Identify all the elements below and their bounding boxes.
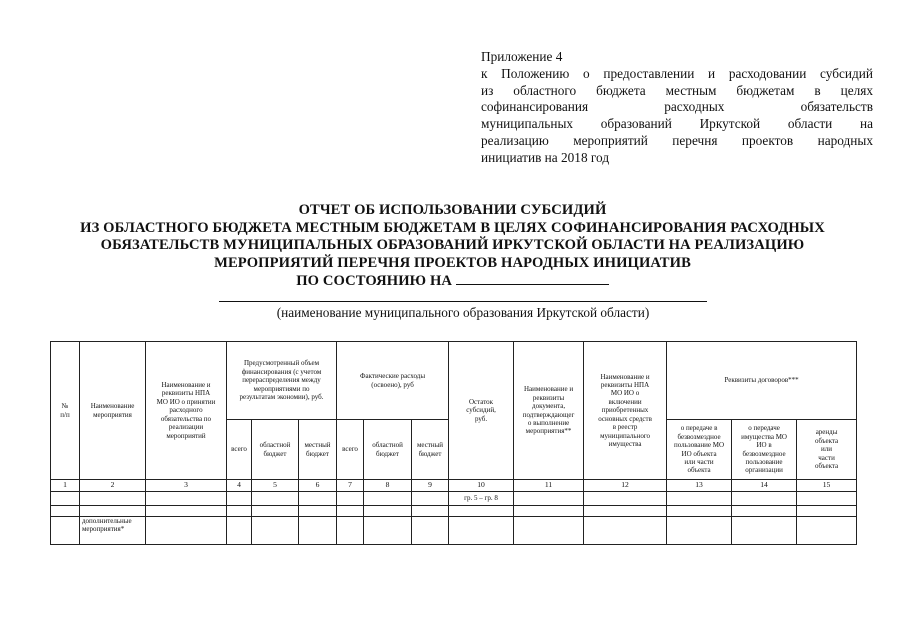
appendix-header (481, 49, 873, 167)
column-number: 13 (667, 480, 732, 492)
table-cell[interactable] (252, 517, 299, 545)
table-cell[interactable] (732, 492, 797, 506)
table-cell[interactable] (797, 517, 857, 545)
table-cell[interactable] (51, 517, 80, 545)
report-title-line: ИЗ ОБЛАСТНОГО БЮДЖЕТА МЕСТНЫМ БЮДЖЕТАМ В ЦЕЛЯХ СОФИНАНСИРОВАНИЯ РАСХОДНЫХ (80, 219, 825, 236)
table-cell[interactable] (227, 517, 252, 545)
report-date-label: ПО СОСТОЯНИЮ НА (296, 273, 453, 290)
column-number: 14 (732, 480, 797, 492)
appendix-text-line: реализацию мероприятий перечня проектов народных (481, 132, 873, 148)
table-cell[interactable] (412, 517, 449, 545)
table-cell[interactable] (51, 506, 80, 517)
column-number: 11 (514, 480, 584, 492)
col-header-npa: Наименование и реквизиты НПА МО ИО о принятии расходного обязательства по реализации мероприятий (146, 342, 227, 480)
subheader-actual-regional: областной бюджет (364, 420, 412, 480)
report-title-line: ОБЯЗАТЕЛЬСТВ МУНИЦИПАЛЬНЫХ ОБРАЗОВАНИЙ ИРКУТСКОЙ ОБЛАСТИ НА РЕАЛИЗАЦИЮ (100, 237, 805, 254)
table-cell[interactable] (514, 517, 584, 545)
column-number: 2 (80, 480, 146, 492)
table-cell[interactable] (299, 492, 337, 506)
table-cell[interactable] (299, 517, 337, 545)
report-date-line (40, 272, 865, 291)
subheader-planned-local: местный бюджет (299, 420, 337, 480)
column-number: 15 (797, 480, 857, 492)
table-cell[interactable] (252, 492, 299, 506)
col-header-planned: Предусмотренный объем финансирования (с учетом перераспределения между мероприятиями по результатам экономии), руб. (227, 342, 337, 420)
column-number: 10 (449, 480, 514, 492)
column-number: 8 (364, 480, 412, 492)
col-header-contracts: Реквизиты договоров*** (667, 342, 857, 420)
table-cell[interactable] (584, 506, 667, 517)
mo-name-caption: (наименование муниципального образования Иркутской области) (276, 305, 650, 320)
table-cell[interactable] (337, 492, 364, 506)
table-cell[interactable] (667, 492, 732, 506)
table-cell[interactable] (667, 506, 732, 517)
table-cell[interactable] (80, 506, 146, 517)
subheader-planned-regional: областной бюджет (252, 420, 299, 480)
column-number: 5 (252, 480, 299, 492)
column-number: 6 (299, 480, 337, 492)
subheader-actual-local: местный бюджет (412, 420, 449, 480)
report-date-blank (456, 272, 609, 285)
column-number: 4 (227, 480, 252, 492)
column-number: 9 (412, 480, 449, 492)
appendix-text-line: к Положению о предоставлении и расходовании субсидий (481, 65, 873, 81)
subheader-planned-total: всего (227, 420, 252, 480)
remainder-formula-cell: гр. 5 – гр. 8 (449, 492, 514, 506)
table-cell[interactable] (449, 506, 514, 517)
table-cell[interactable] (146, 517, 227, 545)
table-cell[interactable] (364, 517, 412, 545)
table-cell[interactable] (449, 517, 514, 545)
mo-name-blank (219, 301, 707, 302)
table-cell[interactable] (514, 506, 584, 517)
table-cell[interactable] (584, 517, 667, 545)
table-cell[interactable] (514, 492, 584, 506)
table-cell[interactable] (227, 506, 252, 517)
table-cell[interactable] (412, 506, 449, 517)
table-cell[interactable] (337, 517, 364, 545)
column-number: 1 (51, 480, 80, 492)
table-cell[interactable] (364, 492, 412, 506)
table-cell[interactable] (667, 517, 732, 545)
table-cell[interactable] (584, 492, 667, 506)
report-table (50, 341, 857, 545)
additional-events-label: дополнительные мероприятия* (80, 517, 146, 545)
table-cell[interactable] (299, 506, 337, 517)
table-cell[interactable] (364, 506, 412, 517)
table-cell[interactable] (732, 506, 797, 517)
table-cell[interactable] (797, 506, 857, 517)
report-title (40, 202, 865, 291)
table-cell[interactable] (80, 492, 146, 506)
table-cell[interactable] (412, 492, 449, 506)
appendix-text-line: инициатив на 2018 год (481, 149, 610, 165)
column-number: 12 (584, 480, 667, 492)
col-header-remainder: Остаток субсидий, руб. (449, 342, 514, 480)
header-row (51, 342, 857, 420)
additional-events-row (51, 517, 857, 545)
table-cell[interactable] (337, 506, 364, 517)
table-row (51, 492, 857, 506)
column-number: 3 (146, 480, 227, 492)
report-title-line: ОТЧЕТ ОБ ИСПОЛЬЗОВАНИИ СУБСИДИЙ (298, 202, 607, 218)
table-cell[interactable] (51, 492, 80, 506)
table-cell[interactable] (146, 506, 227, 517)
column-number-row (51, 480, 857, 492)
appendix-text-line: софинансирования расходных обязательств (481, 99, 873, 115)
table-cell[interactable] (227, 492, 252, 506)
appendix-title: Приложение 4 (481, 49, 563, 64)
appendix-text-line: из областного бюджета местным бюджетам в целях (481, 82, 873, 98)
col-header-event: Наименование мероприятия (80, 342, 146, 480)
col-header-num: № п/п (51, 342, 80, 480)
table-cell[interactable] (797, 492, 857, 506)
appendix-text-line: муниципальных образований Иркутской области на (481, 116, 873, 132)
report-title-line: МЕРОПРИЯТИЙ ПЕРЕЧНЯ ПРОЕКТОВ НАРОДНЫХ ИНИЦИАТИВ (214, 254, 691, 271)
col-header-actual: Фактические расходы (освоено), руб (337, 342, 449, 420)
subheader-contract-org: о передаче имущества МО ИО в безвозмездное пользование организации (732, 420, 797, 480)
table-cell[interactable] (252, 506, 299, 517)
col-header-registry: Наименование и реквизиты НПА МО ИО о включении приобретенных основных средств в реестр муниципального имущества (584, 342, 667, 480)
col-header-document: Наименование и реквизиты документа, подтверждающег о выполнение мероприятия** (514, 342, 584, 480)
column-number: 7 (337, 480, 364, 492)
table-cell[interactable] (146, 492, 227, 506)
subheader-contract-mo: о передаче в безвозмездное пользование МО ИО объекта или части объекта (667, 420, 732, 480)
table-cell[interactable] (732, 517, 797, 545)
subheader-contract-rent: аренды объекта или части объекта (797, 420, 857, 480)
subheader-actual-total: всего (337, 420, 364, 480)
table-row (51, 506, 857, 517)
